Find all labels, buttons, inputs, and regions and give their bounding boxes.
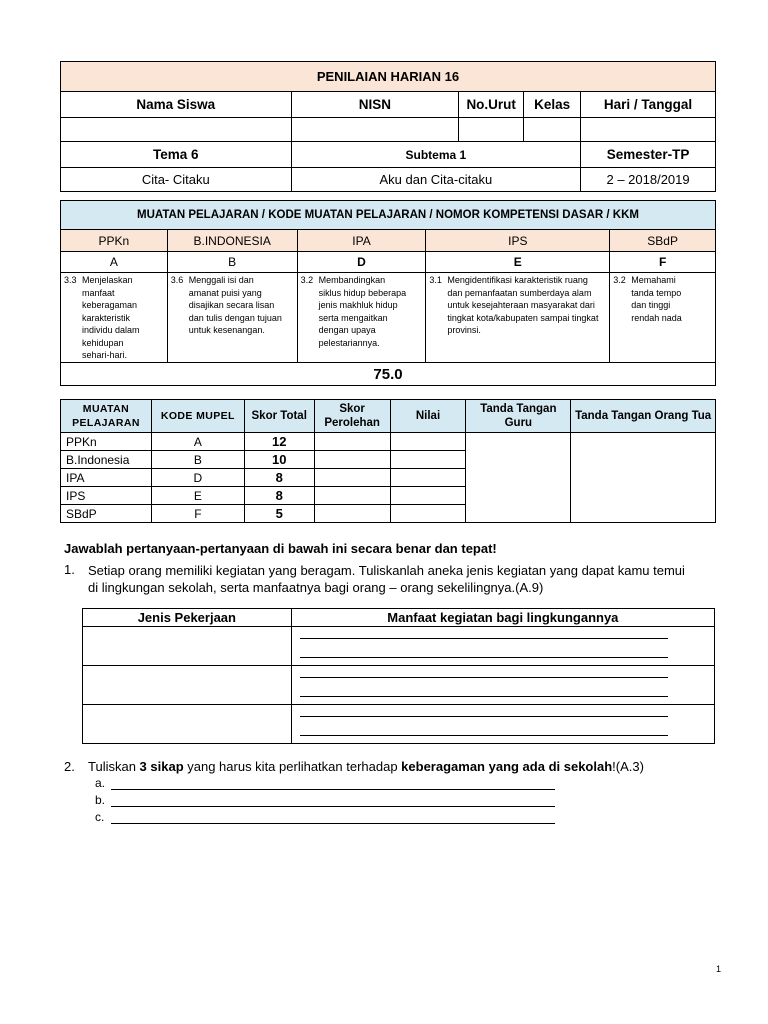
subject-ppkn: PPKn: [61, 230, 168, 252]
ttd-ortu-box[interactable]: [571, 433, 716, 523]
jenis-pekerjaan-field[interactable]: [83, 705, 292, 744]
row-kode: B: [151, 451, 244, 469]
ttd-guru-box[interactable]: [466, 433, 571, 523]
assessment-title: PENILAIAN HARIAN 16: [61, 62, 716, 92]
kd-text: Menjelaskan manfaat keberagaman karakteristik individu dalam kehidupan sehari-hari.: [82, 275, 140, 360]
code-b: B: [167, 252, 297, 273]
manfaat-field[interactable]: [291, 666, 714, 705]
col-nisn: NISN: [291, 92, 459, 118]
kd-text: Memahami tanda tempo dan tinggi rendah nada: [631, 275, 682, 323]
answer-line: [300, 677, 668, 678]
q2-bold-2: keberagaman yang ada di sekolah: [401, 759, 613, 774]
th-nilai: Nilai: [390, 400, 466, 433]
question-2-text: [88, 759, 644, 774]
th-skor-total: Skor Total: [244, 400, 314, 433]
kd-text: Membandingkan siklus hidup beberapa jenis makhluk hidup serta mengaitkan dengan upaya pelestariannya.: [318, 275, 407, 348]
kompetensi-title: MUATAN PELAJARAN / KODE MUATAN PELAJARAN / NOMOR KOMPETENSI DASAR / KKM: [61, 201, 716, 230]
nilai-field[interactable]: [390, 451, 466, 469]
answer-line-a[interactable]: [111, 789, 555, 790]
answer-line: [300, 657, 668, 658]
nilai-field[interactable]: [390, 505, 466, 523]
nilai-field[interactable]: [390, 433, 466, 451]
page-number: 1: [716, 964, 722, 974]
q2-mid: yang harus kita perlihatkan terhadap: [183, 759, 402, 774]
semester-label: Semester-TP: [581, 142, 716, 168]
skor-perolehan-field[interactable]: [314, 433, 390, 451]
skor-perolehan-field[interactable]: [314, 451, 390, 469]
row-skor-total: 5: [244, 505, 314, 523]
manfaat-field[interactable]: [291, 627, 714, 666]
subtema-value: Aku dan Cita-citaku: [291, 168, 581, 192]
kd-number: 3.6: [170, 275, 184, 285]
semester-value: 2 – 2018/2019: [581, 168, 716, 192]
subject-ips: IPS: [426, 230, 610, 252]
row-skor-total: 12: [244, 433, 314, 451]
answer-line: [300, 716, 668, 717]
subtema-label: Subtema 1: [291, 142, 581, 168]
col-kelas: Kelas: [524, 92, 581, 118]
skor-perolehan-field[interactable]: [314, 469, 390, 487]
kompetensi-table: [60, 200, 716, 386]
nilai-field[interactable]: [390, 487, 466, 505]
row-kode: A: [151, 433, 244, 451]
question-2-number: 2.: [64, 759, 75, 774]
kd-bindonesia: [167, 273, 297, 363]
nilai-field[interactable]: [390, 469, 466, 487]
row-kode: F: [151, 505, 244, 523]
th-skor-perolehan: Skor Perolehan: [314, 400, 390, 433]
col-nama-siswa: Nama Siswa: [61, 92, 292, 118]
code-a: A: [61, 252, 168, 273]
col-no-urut: No.Urut: [459, 92, 524, 118]
nilai-table: [60, 399, 716, 523]
row-mapel: SBdP: [61, 505, 152, 523]
answer-line: [300, 638, 668, 639]
no-urut-field[interactable]: [459, 118, 524, 142]
col-manfaat: Manfaat kegiatan bagi lingkungannya: [291, 609, 714, 627]
jenis-pekerjaan-field[interactable]: [83, 666, 292, 705]
col-hari-tanggal: Hari / Tanggal: [581, 92, 716, 118]
tema-value: Cita- Citaku: [61, 168, 292, 192]
code-e: E: [426, 252, 610, 273]
kd-sbdp: [610, 273, 716, 363]
code-f: F: [610, 252, 716, 273]
tema-label: Tema 6: [61, 142, 292, 168]
question-1-text: Setiap orang memiliki kegiatan yang beragam. Tuliskanlah aneka jenis kegiatan yang dapat kamu temui di lingkungan sekolah, serta manfaatnya bagi orang – orang sekelilingnya.(A.9): [88, 563, 685, 595]
manfaat-field[interactable]: [291, 705, 714, 744]
kd-ipa: [297, 273, 426, 363]
row-skor-total: 8: [244, 487, 314, 505]
q2-pre: Tuliskan: [88, 759, 140, 774]
row-kode: D: [151, 469, 244, 487]
answer-line: [300, 735, 668, 736]
col-jenis-pekerjaan: Jenis Pekerjaan: [83, 609, 292, 627]
kd-text: Menggali isi dan amanat puisi yang disajikan secara lisan dan tulis dengan tujuan untuk kesenangan.: [188, 275, 282, 335]
q2-bold-1: 3 sikap: [139, 759, 184, 774]
kd-number: 3.2: [300, 275, 314, 285]
nama-siswa-field[interactable]: [61, 118, 292, 142]
kkm-value: 75.0: [61, 363, 716, 386]
kd-text: Mengidentifikasi karakteristik ruang dan pemanfaatan sumberdaya alam untuk kesejahteraan masyarakat dari tingkat kota/kabupaten sampai tingkat provinsi.: [447, 275, 599, 335]
th-ttd-guru: Tanda Tangan Guru: [466, 400, 571, 433]
jenis-pekerjaan-field[interactable]: [83, 627, 292, 666]
answer-label-a: a.: [95, 776, 106, 790]
row-mapel: B.Indonesia: [61, 451, 152, 469]
skor-perolehan-field[interactable]: [314, 505, 390, 523]
kd-number: 3.1: [429, 275, 442, 285]
subject-bindonesia: B.INDONESIA: [167, 230, 297, 252]
hari-tanggal-field[interactable]: [581, 118, 716, 142]
kelas-field[interactable]: [524, 118, 581, 142]
answer-line-b[interactable]: [111, 806, 555, 807]
answer-line-c[interactable]: [111, 823, 555, 824]
kd-number: 3.3: [64, 275, 77, 285]
kd-ips: [426, 273, 610, 363]
row-skor-total: 8: [244, 469, 314, 487]
th-muatan: MUATAN PELAJARAN: [61, 400, 152, 433]
header-table: [60, 61, 716, 192]
kd-number: 3.2: [613, 275, 626, 285]
subject-sbdp: SBdP: [610, 230, 716, 252]
answer-line: [300, 696, 668, 697]
kd-ppkn: [61, 273, 168, 363]
answer-label-b: b.: [95, 793, 106, 807]
q2-post: !(A.3): [612, 759, 644, 774]
instruction: Jawablah pertanyaan-pertanyaan di bawah ini secara benar dan tepat!: [64, 541, 497, 556]
question-1-number: 1.: [64, 562, 75, 577]
row-mapel: PPKn: [61, 433, 152, 451]
th-ttd-ortu: Tanda Tangan Orang Tua: [571, 400, 716, 433]
th-kode-mupel: KODE MUPEL: [151, 400, 244, 433]
subject-ipa: IPA: [297, 230, 426, 252]
answer-table: [82, 608, 715, 744]
row-mapel: IPS: [61, 487, 152, 505]
row-skor-total: 10: [244, 451, 314, 469]
code-d: D: [297, 252, 426, 273]
answer-label-c: c.: [95, 810, 105, 824]
row-mapel: IPA: [61, 469, 152, 487]
skor-perolehan-field[interactable]: [314, 487, 390, 505]
row-kode: E: [151, 487, 244, 505]
nisn-field[interactable]: [291, 118, 459, 142]
